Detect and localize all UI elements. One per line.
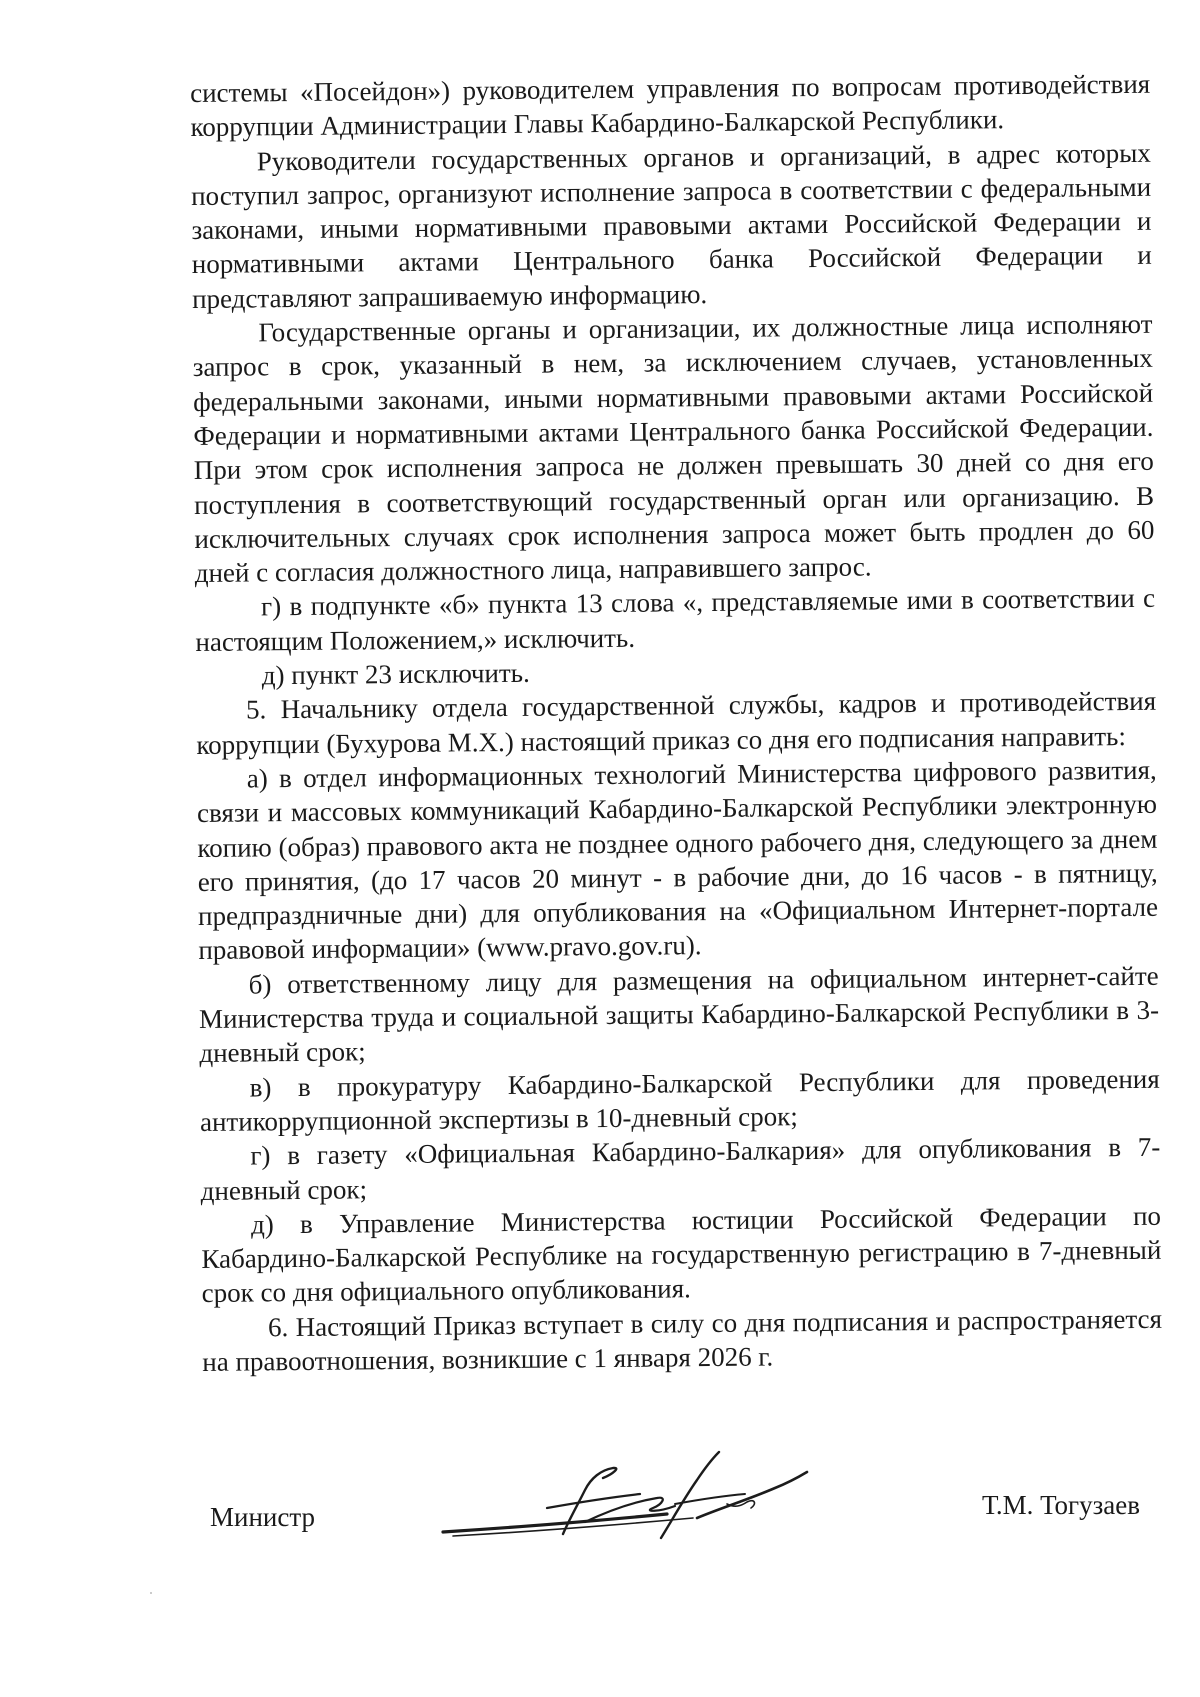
paragraph-clause-5-v: в) в прокуратуру Кабардино-Балкарской Республики для проведения антикоррупционной экспертизы в 10-дневный срок; <box>199 1063 1160 1137</box>
paragraph-clause-5-a: а) в отдел информационных технологий Министерства цифрового развития, связи и массовых коммуникаций Кабардино-Балкарской Республики электронную копию (образ) правового акта не позднее одного рабочего дня, следующего за днем его принятия, (до 17 часов 20 минут - в рабочие дни, до 16 часов - в пятницу, предпраздничные дни) для опубликования на «Официальном Интернет-портале правовой информации» (www.pravo.gov.ru). <box>196 754 1159 966</box>
scan-speck <box>150 1592 152 1594</box>
paragraph-request-execution: Руководители государственных органов и организаций, в адрес которых поступил запрос, организуют исполнение запроса в соответствии с федеральными законами, иными нормативными правовыми актами Российской Федерации и нормативными актами Центрального банка Российской Федерации и представляют запрашиваемую информацию. <box>191 137 1152 314</box>
signer-position: Министр <box>210 1502 315 1532</box>
paragraph-item-d-clause-23: д) пункт 23 исключить. <box>261 657 530 691</box>
signature-block <box>210 1480 1150 1570</box>
paragraph-clause-5-g: г) в газету «Официальная Кабардино-Балкария» для опубликования в 7-дневный срок; <box>200 1131 1161 1206</box>
paragraph-clause-6: 6. Настоящий Приказ вступает в силу со дня подписания и распространяется на правоотношения, возникшие с 1 января 2026 г. <box>202 1303 1163 1377</box>
signer-name: Т.М. Тогузаев <box>982 1490 1140 1520</box>
paragraph-clause-5-b: б) ответственному лицу для размещения на официальном интернет-сайте Министерства труда и социальной защиты Кабардино-Балкарской Республики в 3-дневный срок; <box>198 960 1160 1069</box>
document-body <box>190 67 1162 1379</box>
paragraph-item-g-subclause-b: г) в подпункте «б» пункта 13 слова «, представляемые ими в соответствии с настоящим Положением,» исключить. <box>195 583 1156 657</box>
handwritten-signature <box>435 1448 815 1558</box>
paragraph-clause-5-d: д) в Управление Министерства юстиции Российской Федерации по Кабардино-Балкарской Республике на государственную регистрацию в 7-дневный срок со дня официального опубликования. <box>201 1200 1162 1309</box>
paragraph-request-deadline: Государственные органы и организации, их должностные лица исполняют запрос в срок, указанный в нем, за исключением случаев, установленных федеральными законами, иными нормативными правовыми актами Российской Федерации и нормативными актами Центрального банка Российской Федерации. При этом срок исполнения запроса не должен превышать 30 дней со дня его поступления в соответствующий государственный орган или организацию. В исключительных случаях срок исполнения запроса может быть продлен до 60 дней с согласия должностного лица, направившего запрос. <box>192 308 1155 589</box>
paragraph-poseidon-continuation: системы «Посейдон») руководителем управления по вопросам противодействия коррупции Администрации Главы Кабардино-Балкарской Республики. <box>190 68 1151 143</box>
paragraph-clause-5: 5. Начальнику отдела государственной службы, кадров и противодействия коррупции (Бухурова М.Х.) настоящий приказ со дня его подписания направить: <box>196 686 1157 760</box>
